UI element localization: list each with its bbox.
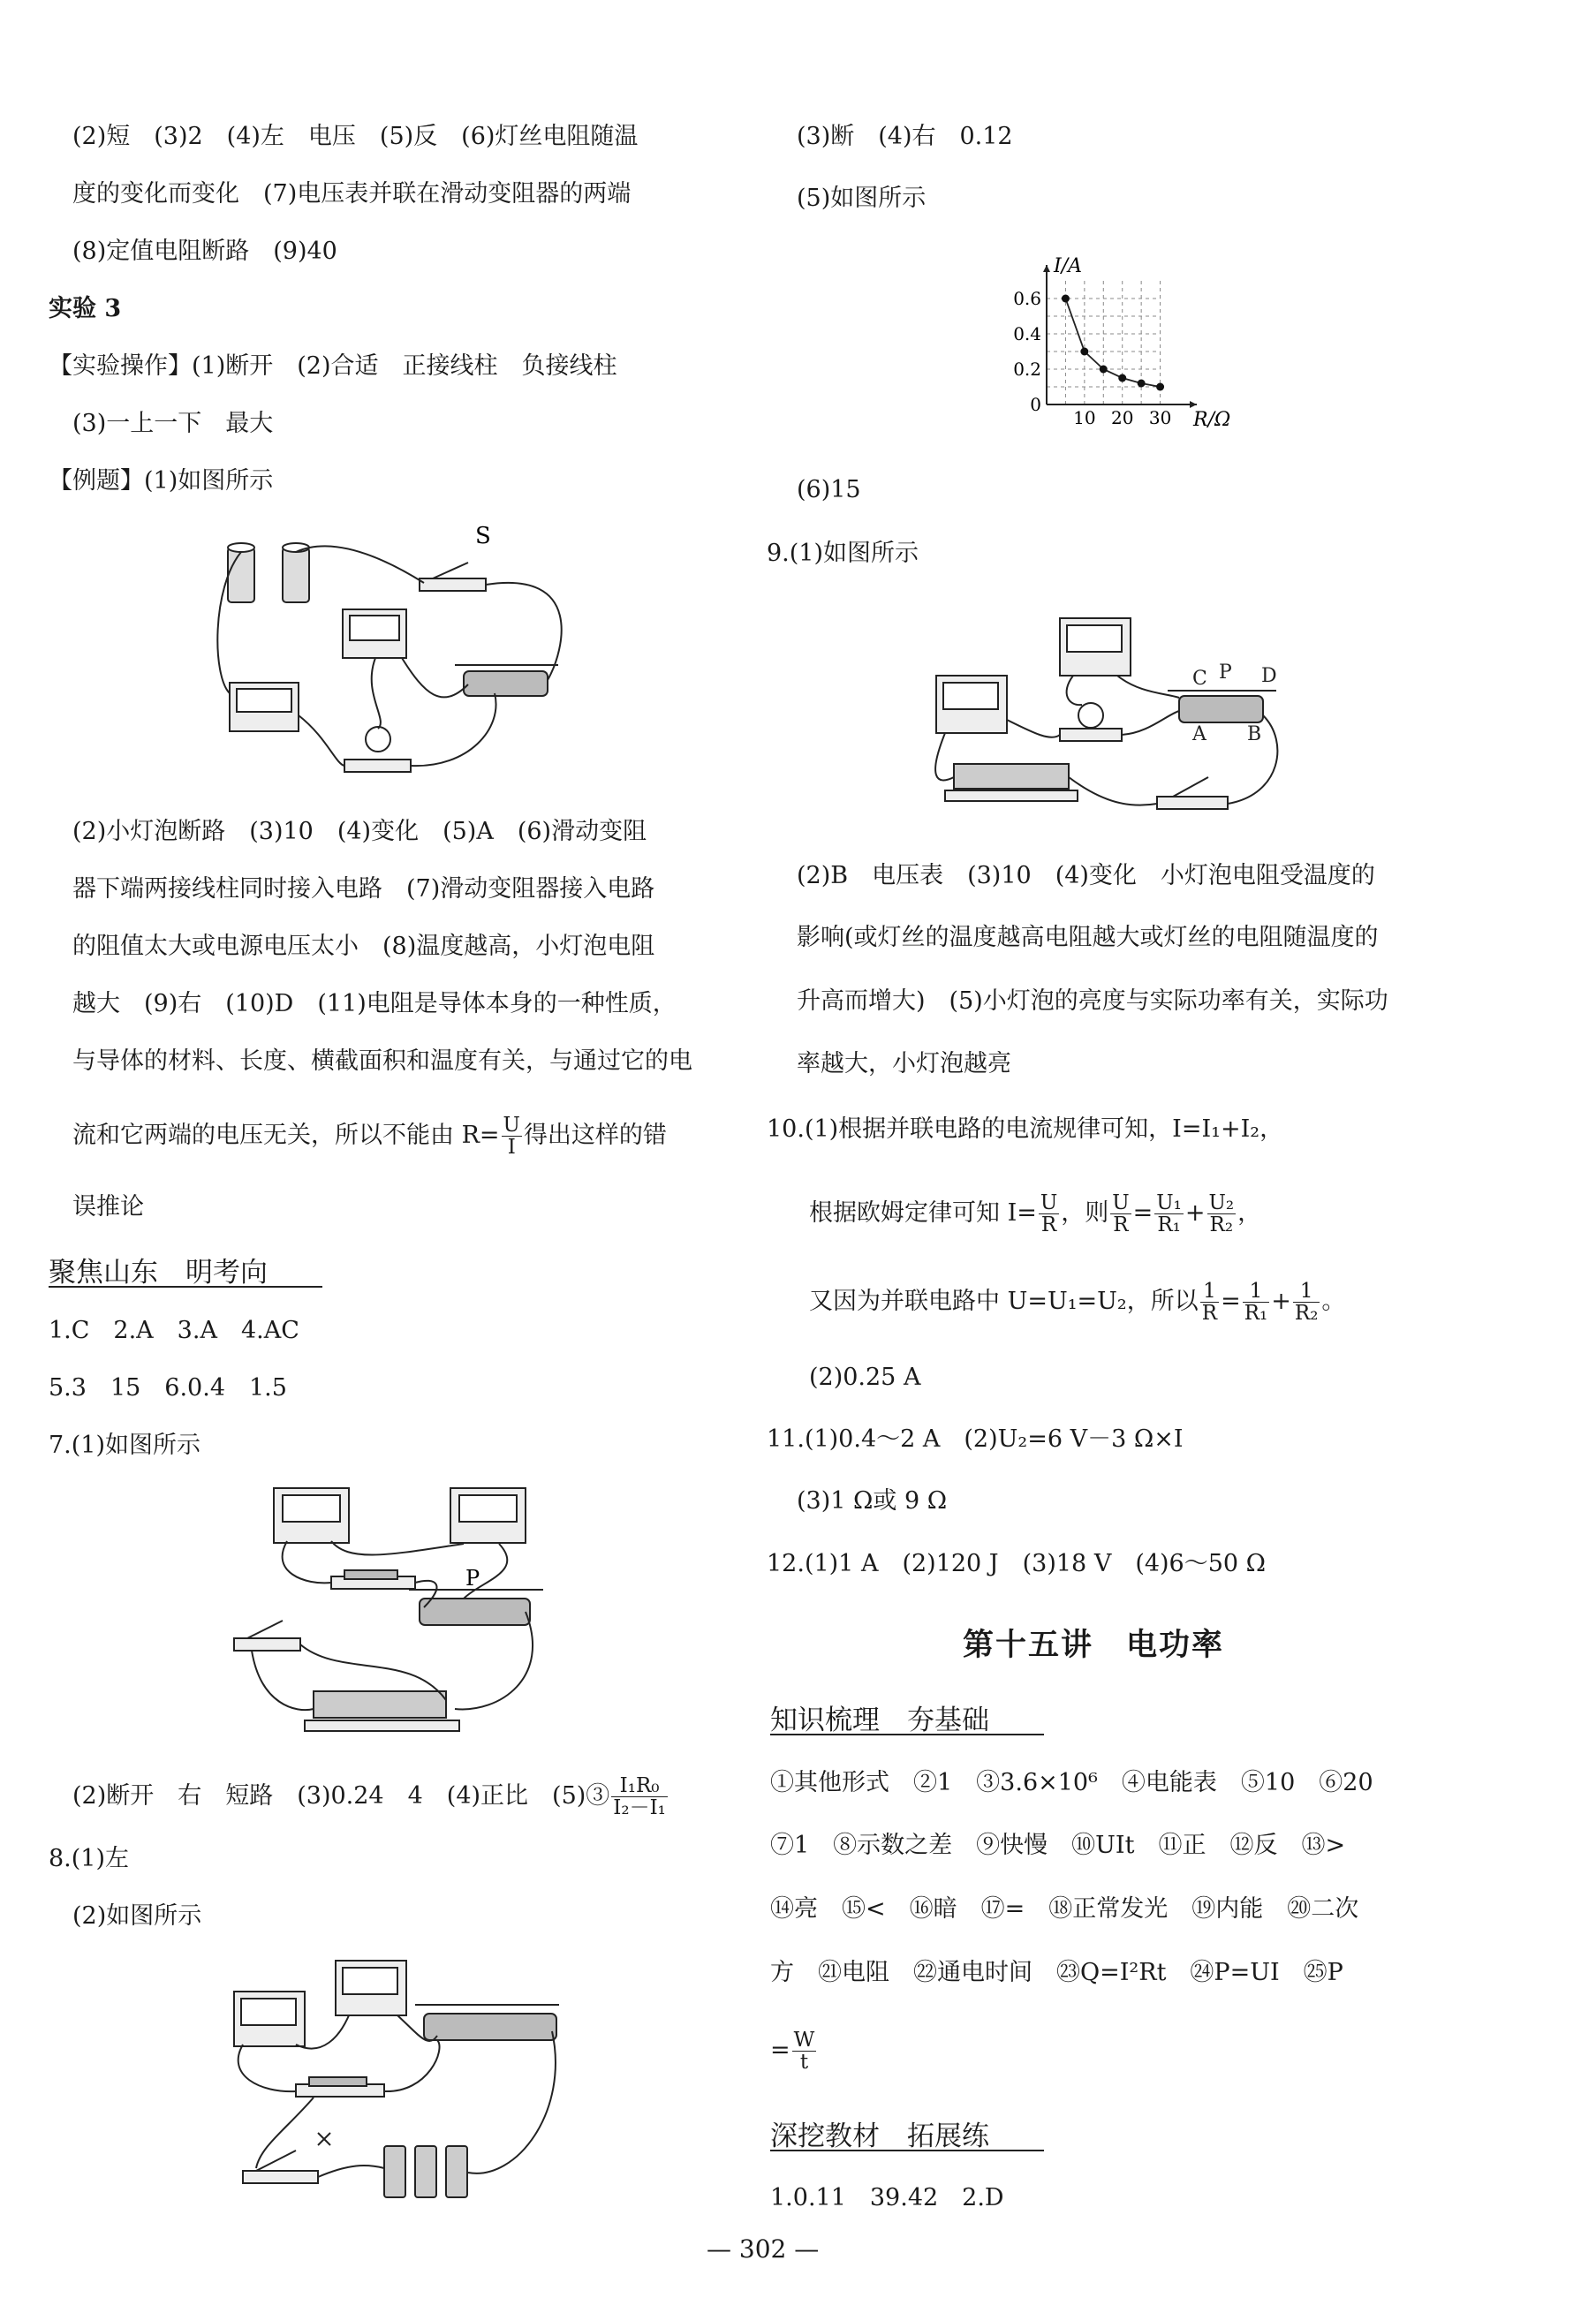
answer-line: (2)如图所示 [72,1902,202,1930]
switch-label: S [475,523,491,549]
answer-line: ⑦1 ⑧示数之差 ⑨快慢 ⑩UIt ⑪正 ⑫反 ⑬> [770,1832,1346,1859]
fraction: $\frac{1}{\text{R₁}}$ [1244,1280,1268,1325]
answer-line: 【实验操作】(1)断开 (2)合适 正接线柱 负接线柱 [49,352,617,380]
answer-line: = $\frac{W}{t}$ [770,2029,815,2074]
section-underline [770,1734,1044,1735]
data-point [1062,295,1070,303]
data-point [1138,380,1146,388]
answer-line: (2)短 (3)2 (4)左 电压 (5)反 (6)灯丝电阻随温 [72,123,639,150]
answer-line: 影响(或灯丝的温度越高电阻越大或灯丝的电阻随温度的 [797,924,1379,951]
circuit-figure-q8 [225,1952,561,2208]
fraction: $\frac{\text{I₁R₀}}{\text{I₂－I₁}}$ [613,1774,666,1819]
terminal-label: B [1247,723,1262,745]
section-heading: 知识梳理 夯基础 [770,1705,989,1736]
answer-line: 又因为并联电路中 U=U₁=U₂，所以 $\frac{1}{R}$ = $\frac{1}{\text{R₁}}$ + $\frac{1}{\text{R₂}}$ 。 [809,1280,1346,1325]
answer-line: (2)B 电压表 (3)10 (4)变化 小灯泡电阻受温度的 [797,862,1375,889]
fraction: $\frac{1}{R}$ [1201,1280,1218,1325]
answer-line: 根据欧姆定律可知 I= $\frac{U}{R}$ ，则 $\frac{U}{R}$ = $\frac{\text{U₁}}{\text{R₁}}$ + $\frac{\text{U₂}}{\text{R₂}}$ ， [809,1191,1262,1236]
answer-line: 方 ㉑电阻 ㉒通电时间 ㉓Q=I²Rt ㉔P=UI ㉕P [770,1959,1343,1986]
terminal-label: C [1192,668,1207,690]
page-number: — 302 — [707,2234,820,2264]
answer-line: 升高而增大) (5)小灯泡的亮度与实际功率有关，实际功 [797,987,1388,1015]
section-heading: 深挖教材 拓展练 [770,2120,989,2152]
terminal-label: D [1261,665,1277,687]
answer-line: 1.C 2.A 3.A 4.AC [49,1317,299,1344]
y-axis-label: I/A [1054,255,1082,277]
answer-line: 越大 (9)右 (10)D (11)电阻是导体本身的一种性质， [72,990,677,1017]
answer-line: 11.(1)0.4～2 A (2)U₂=6 V－3 Ω×I [767,1425,1184,1453]
fraction: $\frac{U}{R}$ [1112,1191,1130,1236]
answer-line: 【例题】(1)如图所示 [49,467,274,495]
section-underline [770,2150,1044,2151]
data-point [1118,374,1126,382]
answer-line: 度的变化而变化 (7)电压表并联在滑动变阻器的两端 [72,180,632,208]
answer-line: (8)定值电阻断路 (9)40 [72,238,337,265]
answer-line: (2)小灯泡断路 (3)10 (4)变化 (5)A (6)滑动变阻 [72,818,647,845]
circuit-figure-example [212,517,601,790]
answer-line: 5.3 15 6.0.4 1.5 [49,1374,287,1402]
fraction: $\frac{1}{\text{R₂}}$ [1294,1280,1319,1325]
y-tick-label: 0.6 [1013,288,1041,309]
answer-line: (3)1 Ω或 9 Ω [797,1487,948,1515]
fraction: $\frac{U}{R}$ [1040,1191,1058,1236]
data-curve [1065,299,1160,387]
answer-line: (3)一上一下 最大 [72,410,274,437]
chart-curve [1065,299,1160,387]
y-tick-label: 0.4 [1013,323,1041,344]
slider-label: P [465,1566,480,1591]
fraction: $\frac{\text{U₁}}{\text{R₁}}$ [1156,1191,1182,1236]
section-heading: 聚焦山东 明考向 [49,1257,268,1289]
y-arrow [1043,265,1050,272]
text: 流和它两端的电压无关，所以不能由 R= [72,1122,500,1149]
circuit-figure-q7 [234,1475,570,1740]
chart-points [1062,295,1164,391]
x-tick-label: 10 [1073,407,1096,428]
answer-line: 1.0.11 39.42 2.D [770,2184,1004,2211]
current-resistance-chart [1002,256,1232,450]
answer-line: 10.(1)根据并联电路的电流规律可知，I=I₁+I₂， [767,1115,1284,1143]
section-underline [49,1286,322,1288]
experiment-title: 实验 3 [49,295,122,322]
text: 得出这样的错 [523,1122,667,1149]
answer-line: (3)断 (4)右 0.12 [797,123,1013,150]
answer-line: ⑭亮 ⑮< ⑯暗 ⑰= ⑱正常发光 ⑲内能 ⑳二次 [770,1895,1359,1923]
answer-line: 误推论 [72,1193,144,1221]
answer-line: (2)0.25 A [809,1364,921,1391]
fraction: $\frac{U}{I}$ [503,1114,520,1159]
data-point [1100,366,1108,374]
answer-line [72,1775,669,1818]
answer-line: ①其他形式 ②1 ③3.6×10⁶ ④电能表 ⑤10 ⑥20 [770,1769,1373,1796]
answer-line: 8.(1)左 [49,1845,130,1872]
answer-line: (5)如图所示 [797,185,927,212]
fraction: $\frac{\text{U₂}}{\text{R₂}}$ [1208,1191,1235,1236]
answer-line: 率越大，小灯泡越亮 [797,1050,1011,1077]
x-arrow [1190,401,1197,408]
text: (2)断开 右 短路 (3)0.24 4 (4)正比 (5)③ [72,1782,610,1810]
y-tick-label: 0 [1030,394,1041,415]
data-point [1156,383,1164,391]
x-tick-label: 30 [1148,407,1172,428]
data-point [1080,348,1088,356]
answer-line [72,1115,667,1158]
y-tick-label: 0.2 [1013,359,1041,380]
answer-line: 12.(1)1 A (2)120 J (3)18 V (4)6～50 Ω [767,1550,1267,1577]
terminal-label: P [1219,661,1232,684]
answer-line: 器下端两接线柱同时接入电路 (7)滑动变阻器接入电路 [72,875,655,903]
answer-line: (6)15 [797,476,861,503]
answer-line: 7.(1)如图所示 [49,1432,201,1459]
answer-line: 9.(1)如图所示 [767,540,919,567]
circuit-figure-q9 [927,609,1298,817]
answer-line: 的阻值太大或电源电压太小 (8)温度越高，小灯泡电阻 [72,933,655,960]
answer-line: 与导体的材料、长度、横截面积和温度有关，与通过它的电 [72,1047,692,1075]
terminal-label: A [1192,723,1206,745]
x-tick-label: 20 [1110,407,1134,428]
fraction: $\frac{W}{t}$ [793,2029,815,2074]
x-axis-label: R/Ω [1193,409,1231,431]
lecture-title: 第十五讲 电功率 [963,1628,1225,1663]
